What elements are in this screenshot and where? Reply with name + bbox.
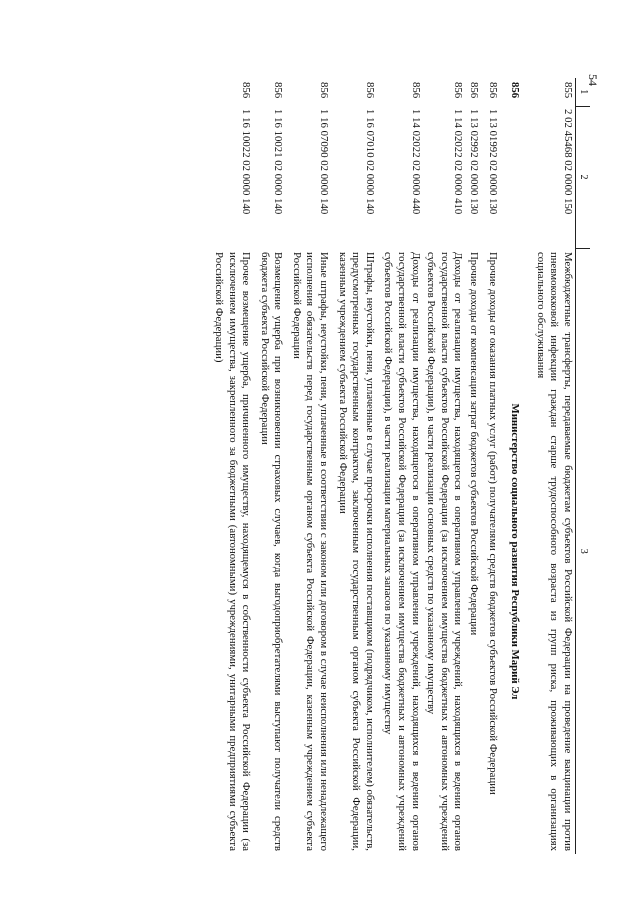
table-header-row [576, 78, 591, 854]
revenue-description: Доходы от реализации имущества, находящегося в оперативном управлении учреждений, находящихся в ведении органов государственной власти субъектов Российской Федерации (за исключением имущества бюджетных и автономных учреждений субъектов Российской Федерации), в части реализации материальных запасов по указанному имуществу [382, 252, 422, 851]
administrator-code: 856 [363, 82, 376, 99]
revenue-description: Иные штрафы, неустойки, пени, уплаченные в соответствии с законом или договором в случае неисполнения или ненадлежащего исполнения обязательств перед государственным органом субъекта Российской Федерации, казенным учреждением субъекта Российской Федерации [290, 252, 331, 851]
administrator-code: 856 [468, 82, 481, 99]
header-col-3: 3 [576, 248, 591, 854]
table-row [210, 78, 253, 854]
revenue-description: Прочее возмещение ущерба, причиненного имуществу, находящемуся в собственности субъекта Российской Федерации (за исключением имущества, закрепленного за бюджетными (автономными) учреждениями, унитарными предприятиями субъекта Российской Федерации) [212, 252, 253, 851]
rotated-table-container [120, 78, 590, 854]
administrator-code: 856 [272, 82, 285, 99]
revenue-code: 1 13 02992 02 0000 130 [468, 109, 481, 215]
page-number: 54 [586, 74, 600, 86]
administrator-code: 856 [240, 82, 253, 99]
revenue-code: 1 14 02022 02 0000 410 [452, 109, 465, 215]
revenue-description: Штрафы, неустойки, пени, уплаченные в случае просрочки исполнения поставщиком (подрядчиком, исполнителем) обязательств, предусмотренных государственным контрактом, заключенным государственным органом субъекта Российской Федерации, казенным учреждением субъекта Российской Федерации [336, 252, 376, 851]
empty-cell [500, 106, 530, 248]
table-row [285, 78, 331, 854]
table-row [331, 78, 377, 854]
revenue-code: 1 16 10021 02 0000 140 [272, 109, 285, 215]
revenue-description: Прочие доходы от оказания платных услуг (работ) получателями средств бюджетов субъектов Российской Федерации [486, 252, 499, 795]
administrator-code: 856 [452, 82, 465, 99]
revenue-description: Доходы от реализации имущества, находящегося в оперативном управлении учреждений, находящихся в ведении органов государственной власти субъектов Российской Федерации (за исключением имущества бюджетных и автономных учреждений субъектов Российской Федерации), в части реализации основных средств по указанному имуществу [425, 252, 465, 851]
administrator-code: 856 [318, 82, 331, 99]
table-row [529, 78, 575, 854]
revenue-code: 1 13 01992 02 0000 130 [486, 109, 499, 215]
revenue-codes-table [210, 78, 590, 854]
header-col-1: 1 [576, 78, 591, 106]
revenue-code: 1 16 07090 02 0000 140 [318, 109, 331, 215]
table-row [423, 78, 466, 854]
revenue-description: Возмещение ущерба при возникновении страховых случаев, когда выгодоприобретателями выступают получатели средств бюджета субъекта Российской Федерации [258, 252, 285, 851]
ministry-row [500, 78, 530, 854]
revenue-code: 2 02 45468 02 0000 150 [562, 109, 574, 215]
administrator-code: 856 [486, 82, 499, 99]
table-row [377, 78, 423, 854]
revenue-description: Прочие доходы от компенсации затрат бюджетов субъектов Российской Федерации [468, 252, 481, 636]
ministry-title: Министерство социального развития Республики Марий Эл [509, 403, 522, 700]
revenue-code: 1 16 10022 02 0000 140 [240, 109, 253, 215]
table-row [253, 78, 285, 854]
table-row [481, 78, 500, 854]
administrator-code: 856 [509, 82, 522, 99]
revenue-description: Межбюджетные трансферты, передаваемые бюджетам субъектов Российской Федерации на проведение вакцинации против пневмококковой инфекции граждан старше трудоспособного возраста из групп риска, проживающих в организациях социального обслуживания [534, 252, 574, 851]
header-col-2: 2 [576, 106, 591, 248]
revenue-code: 1 16 07010 02 0000 140 [363, 109, 376, 215]
revenue-code: 1 14 02022 02 0000 440 [409, 109, 422, 215]
administrator-code: 856 [409, 82, 422, 99]
table-row [465, 78, 481, 854]
administrator-code: 855 [562, 82, 574, 99]
